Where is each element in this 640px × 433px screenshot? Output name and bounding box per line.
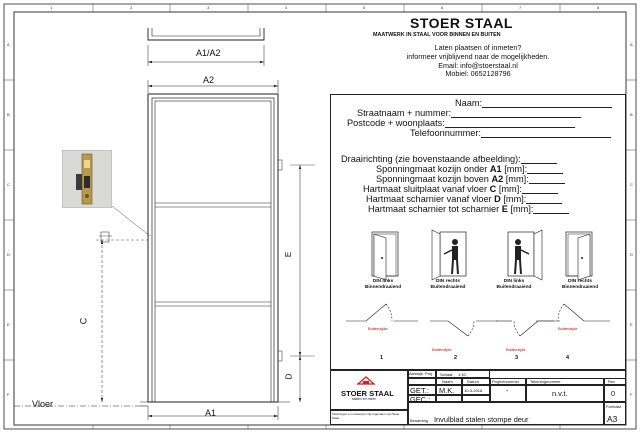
field-street[interactable] (357, 108, 616, 118)
field-label: Telefoonnummer: (410, 128, 481, 138)
contact-fields (330, 98, 616, 138)
tb-get-rev: 0 (611, 389, 616, 398)
door-option-1-figure (372, 232, 398, 280)
direction-input[interactable] (521, 155, 557, 164)
tb-cell (408, 378, 436, 385)
field-c[interactable] (363, 184, 626, 194)
brand-name: STOER STAAL (410, 15, 513, 31)
buitenzijde-3: Buitenzijde (506, 347, 526, 352)
dim-e-label: E (284, 251, 294, 258)
tb-gec-label: GEC.: (410, 395, 431, 404)
door-option-4-figure (566, 232, 592, 280)
field-label: Postcode + woonplaats: (347, 118, 445, 128)
title-block-brand: STOER STAAL (341, 389, 394, 398)
ruler-col-3: 3 (207, 5, 210, 10)
ruler-row-a: A (7, 42, 10, 47)
ruler-col-2: 2 (130, 5, 133, 10)
tb-col-tekeningnummer: Tekeningnummer (530, 379, 561, 384)
field-phone[interactable] (410, 128, 616, 138)
door-option-3[interactable] (488, 279, 540, 290)
ruler-row-c-right: C (630, 182, 633, 187)
field-a1[interactable] (376, 164, 626, 174)
option-number-2: 2 (454, 355, 458, 361)
field-label: Naam: (455, 98, 483, 108)
option-sublabel: Binnendraaiend (561, 284, 599, 290)
dim-c-label: C (78, 317, 89, 325)
buitenzijde-2: Buitenzijde (432, 347, 452, 352)
option-number-3: 3 (515, 355, 519, 361)
name-input[interactable] (482, 99, 612, 108)
tb-disclaimer: Tekeningen en ontwerpen zijn eigendom van Stoer Staal. (332, 412, 400, 420)
street-input[interactable] (451, 109, 581, 118)
dim-d-label: D (284, 373, 294, 380)
tb-scale-value: 1:10 (458, 372, 466, 377)
door-option-1[interactable] (360, 279, 406, 290)
field-label: Hartmaat sluitplaat vanaf vloer C [mm]: (363, 184, 522, 194)
field-a2[interactable] (376, 174, 626, 184)
field-label: Draairichting (zie bovenstaande afbeelding): (341, 154, 521, 164)
tb-cell (462, 395, 490, 402)
ruler-row-e-right: E (630, 322, 633, 327)
ruler-col-7: 7 (519, 5, 522, 10)
ruler-row-a-right: A (630, 42, 633, 47)
door-option-2-figure (432, 230, 466, 280)
brand-tagline: MAATWERK IN STAAL VOOR BINNEN EN BUITEN (373, 32, 501, 38)
option-sublabel: Buitendraaiend (496, 284, 532, 290)
tb-get-date: 10-3-2018 (464, 388, 483, 393)
ruler-col-4: 4 (285, 5, 288, 10)
ruler-col-5: 5 (363, 5, 366, 10)
ruler-row-d-right: D (630, 252, 633, 257)
ruler-row-d: D (7, 252, 10, 257)
tb-benaming-label: Benaming (410, 418, 429, 423)
dim-a2-label: A2 (203, 75, 215, 85)
info-line: Laten plaatsen of inmeten? (434, 43, 522, 52)
buitenzijde-4: Buitenzijde (558, 326, 578, 331)
door-direction-diagrams (340, 228, 620, 366)
c-input[interactable] (522, 185, 558, 194)
dim-a1-label: A1 (205, 408, 217, 418)
ruler-row-c: C (7, 182, 10, 187)
ruler-col-1: 1 (50, 5, 53, 10)
option-label: DIN links (503, 279, 525, 284)
option-number-1: 1 (380, 355, 384, 361)
ruler-col-6: 6 (441, 5, 444, 10)
tb-col-rev: Rev (608, 379, 616, 384)
option-sublabel: Buitendraaiend (430, 284, 466, 290)
tb-format-label: Formaat (606, 404, 621, 409)
info-line: Email: info@stoerstaal.nl (438, 60, 518, 70)
door-option-2[interactable] (422, 279, 474, 290)
floor-label: Vloer (32, 399, 54, 409)
tb-get-drawing: n.v.t. (552, 389, 568, 398)
ruler-col-8: 8 (597, 5, 600, 10)
a2-input[interactable] (529, 175, 565, 184)
ruler-row-b-right: B (630, 112, 633, 117)
tb-get-name: M.K. (439, 386, 455, 395)
title-block-brand-sub: stalen en meer (352, 397, 376, 401)
buitenzijde-1: Buitenzijde (368, 326, 388, 331)
dim-a1a2-label: A1/A2 (196, 48, 221, 58)
tb-header-project: Aanwijk. Proj. (409, 371, 434, 376)
option-number-4: 4 (566, 355, 570, 361)
tb-col-naam: Naam (442, 379, 453, 384)
option-label: DIN links (372, 279, 394, 284)
ruler-row-f-right: F (630, 392, 633, 397)
field-label: Hartmaat scharnier tot scharnier E [mm]: (368, 204, 534, 214)
tb-get-label: GET.: (410, 386, 429, 395)
postcode-input[interactable] (445, 119, 575, 128)
tb-col-projectnummer: Projectnummer (492, 379, 520, 384)
option-label: DIN rechts (568, 279, 592, 284)
option-sublabel: Binnendraaiend (364, 284, 402, 290)
field-label: Hartmaat scharnier vanaf vloer D [mm]: (366, 194, 527, 204)
field-direction[interactable] (341, 154, 626, 164)
door-option-3-figure (508, 230, 542, 280)
tb-col-datum: Datum (467, 379, 479, 384)
tb-format-value: A3 (607, 414, 618, 424)
door-option-4[interactable] (554, 279, 606, 290)
field-label: Sponningmaat kozijn onder A1 [mm]: (376, 164, 528, 174)
field-label: Sponningmaat kozijn boven A2 [mm]: (376, 174, 529, 184)
d-input[interactable] (526, 195, 562, 204)
tb-header-scale: Schaal: (440, 372, 454, 377)
lock-photo (62, 150, 112, 208)
ruler-row-b: B (7, 112, 10, 117)
ruler-row-e: E (7, 322, 10, 327)
field-name[interactable] (455, 98, 616, 108)
field-e[interactable] (368, 204, 626, 214)
tb-get-project: - (506, 388, 509, 395)
contact-info (330, 44, 626, 79)
field-postcode[interactable] (347, 118, 616, 128)
tb-benaming-value: Invulblad stalen stompe deur (434, 415, 529, 424)
option-label: DIN rechts (436, 279, 460, 284)
info-line: informeer vrijblijvend naar de mogelijkheden. (406, 51, 550, 61)
tb-cell (436, 395, 462, 402)
a1-input[interactable] (527, 165, 563, 174)
measure-fields (330, 154, 626, 214)
ruler-row-f: F (7, 392, 10, 397)
info-line: Mobiel: 0652128796 (445, 69, 511, 79)
field-d[interactable] (366, 194, 626, 204)
phone-input[interactable] (481, 129, 611, 138)
field-label: Straatnaam + nummer: (357, 108, 452, 118)
e-input[interactable] (533, 205, 569, 214)
